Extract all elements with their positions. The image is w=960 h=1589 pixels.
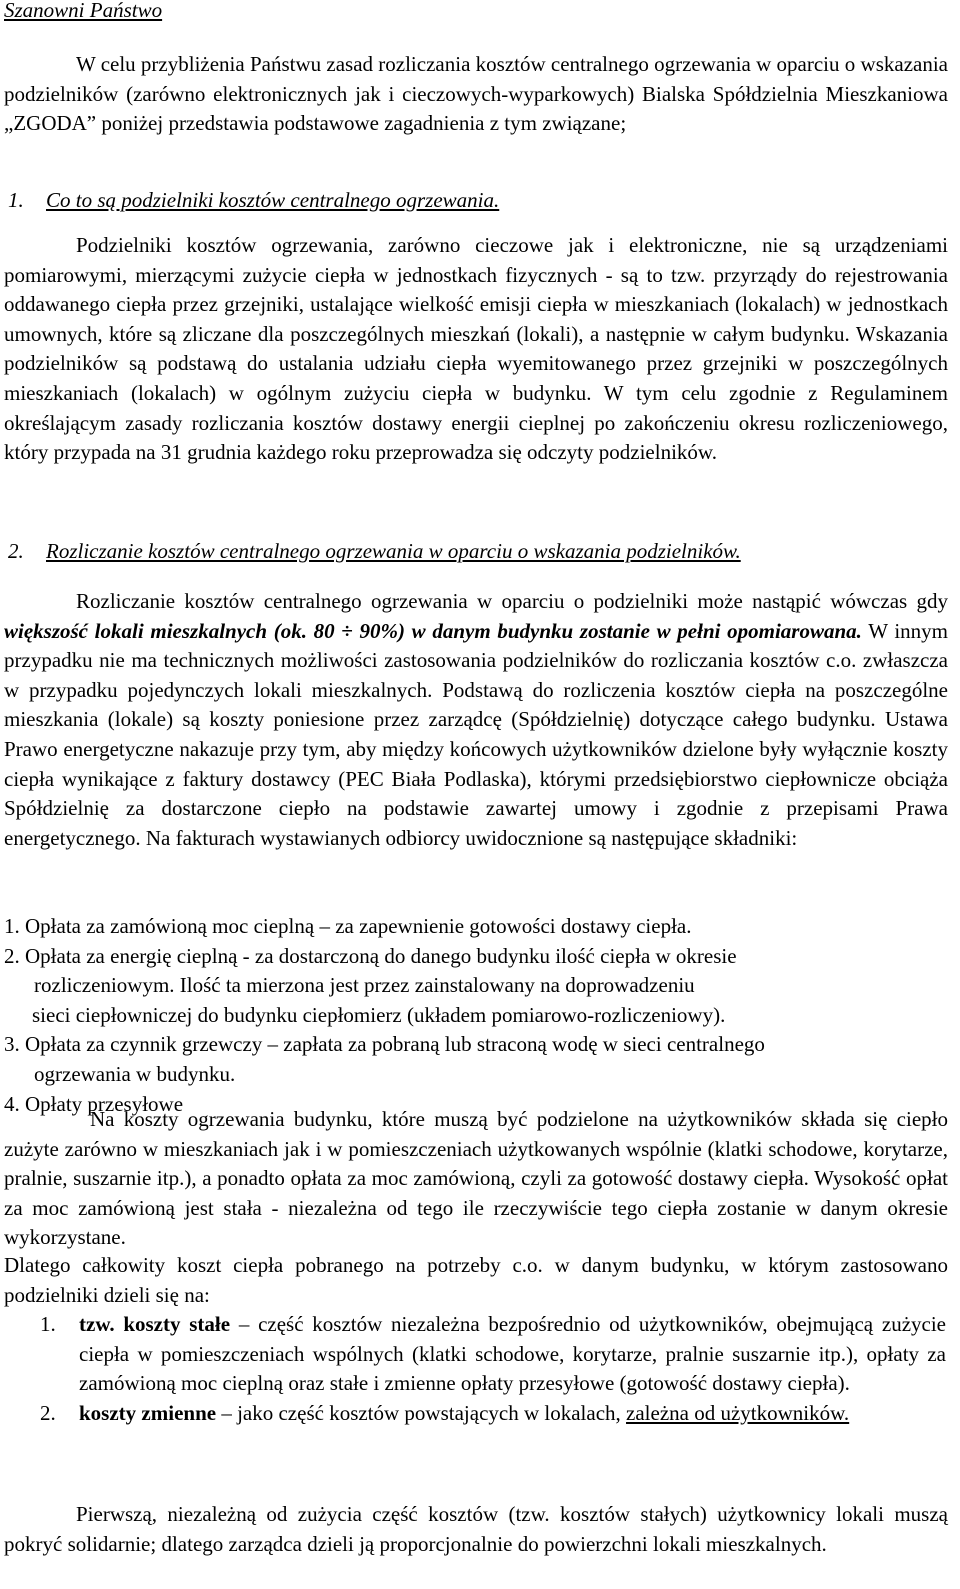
- cost-types-list: [4, 1310, 946, 1428]
- section-2-body-a: Rozliczanie kosztów centralnego ogrzewania w oparciu o podzielniki może nastąpić wówczas gdy: [76, 589, 948, 613]
- section-2-heading: [8, 537, 741, 566]
- component-3-cont-1: ogrzewania w budynku.: [34, 1061, 236, 1086]
- section-2-title: Rozliczanie kosztów centralnego ogrzewania w oparciu o wskazania podzielników.: [46, 539, 741, 563]
- cost-type-2-underlined: zależna od użytkowników.: [626, 1400, 850, 1425]
- section-1-body: Podzielniki kosztów ogrzewania, zarówno cieczowe jak i elektroniczne, nie są urządzeniami pomiarowymi, mierzącymi zużycie ciepła w jednostkach fizycznych - są to tzw. przyrządy do rejestrowania oddawanego ciepła przez grzejniki, ustalające wielkość emisji ciepła w mieszkaniach (lokalach) w jednostkach umownych, które są zliczane dla poszczególnych mieszkań (lokali), a następnie w całym budynku. Wskazania podzielników są podstawą do ustalania udziału ciepła wyemitowanego przez grzejniki w poszczególnych mieszkaniach (lokalach) w ogólnym zużyciu ciepła w budynku. W tym celu zgodnie z Regulaminem określającym zasady rozliczania kosztów dostawy energii cieplnej po zakończeniu okresu rozliczeniowego, który przypada na 31 grudnia każdego roku przeprowadza się odczyty podzielników.: [4, 233, 948, 465]
- closing-paragraph: Pierwszą, niezależną od zużycia część kosztów (tzw. kosztów stałych) użytkownicy lokali muszą pokryć solidarnie; dlatego zarządca dzieli ją proporcjonalnie do powierzchni lokali mieszkalnych.: [4, 1502, 948, 1556]
- component-3: 3. Opłata za czynnik grzewczy – zapłata za pobraną lub straconą wodę w sieci centralnego: [4, 1032, 765, 1057]
- invoice-components-list: [4, 912, 946, 1119]
- section-1-heading: [8, 186, 499, 215]
- cost-type-1-term: tzw. koszty stałe: [79, 1312, 231, 1336]
- cost-type-2-number: 2.: [40, 1400, 56, 1425]
- section-2-body-b: W innym przypadku nie ma technicznych możliwości zastosowania podzielników do rozliczania kosztów c.o. zwłaszcza w przypadku pojedynczych lokali mieszkalnych. Podstawą do rozliczenia kosztów ciepła na poszczególne mieszkania (lokale) są koszty poniesione przez zarządcę (Spółdzielnię) dotyczące całego budynku. Ustawa Prawo energetyczne nakazuje przy tym, aby między końcowych użytkowników dzielone były wyłącznie koszty ciepła wynikające z faktury dostawcy (PEC Biała Podlaska), którymi przedsiębiorstwo ciepłownicze obciąża Spółdzielnię za dostarczone ciepło na podstawie zawartej umowy i zgodnie z przepisami Prawa energetycznego. Na fakturach wystawianych odbiorcy uwidocznione są następujące składniki:: [4, 618, 949, 850]
- section-1-number: 1.: [8, 188, 24, 212]
- cost-type-2-body: [79, 1399, 946, 1429]
- salutation: Szanowni Państwo: [4, 0, 163, 22]
- cost-type-2-text: – jako część kosztów powstających w lokalach,: [216, 1400, 627, 1425]
- total-split-paragraph: Dlatego całkowity koszt ciepła pobranego na potrzeby c.o. w danym budynku, w którym zastosowano podzielniki dzieli się na:: [4, 1253, 948, 1307]
- cost-type-2: [4, 1399, 946, 1429]
- section-2-body: [4, 587, 948, 853]
- section-2-emphasis: większość lokali mieszkalnych (ok. 80 ÷ 90%) w danym budynku zostanie w pełni opomiarowana.: [4, 618, 862, 643]
- cost-type-1-text: – część kosztów niezależna bezpośrednio od użytkowników, obejmującą zużycie ciepła w pomieszczeniach wspólnych (klatki schodowe, korytarze, pralnie suszarnie itp.), opłaty za zamówioną moc cieplną oraz stałe i zmienne opłaty przesyłowe (gotowość dostawy ciepła).: [79, 1312, 946, 1396]
- cost-type-1-body: [79, 1310, 946, 1399]
- intro-paragraph: W celu przybliżenia Państwu zasad rozliczania kosztów centralnego ogrzewania w oparciu o wskazania podzielników (zarówno elektronicznych jak i cieczowych-wyparkowych) Bialska Spółdzielnia Mieszkaniowa „ZGODA” poniżej przedstawia podstawowe zagadnienia z tym związane;: [4, 52, 948, 136]
- section-2-number: 2.: [8, 539, 24, 563]
- cost-type-2-term: koszty zmienne: [79, 1400, 217, 1425]
- distribution-paragraph: Na koszty ogrzewania budynku, które muszą być podzielone na użytkowników składa się ciepło zużyte zarówno w mieszkaniach jak i w pomieszczeniach użytkowanych wspólnie (klatki schodowe, korytarze, pralnie, suszarnie itp.), a ponadto opłata za moc zamówioną, czyli za gotowość dostawy ciepła. Wysokość opłat za moc zamówioną jest stała - niezależna od tego ile rzeczywiście tego ciepła zostanie w danym okresie wykorzystane.: [4, 1107, 948, 1250]
- cost-type-1: [4, 1310, 946, 1399]
- component-2-cont-2: sieci ciepłowniczej do budynku ciepłomierz (układem pomiarowo-rozliczeniowy).: [32, 1002, 726, 1027]
- component-2: 2. Opłata za energię cieplną - za dostarczoną do danego budynku ilość ciepła w okresie: [4, 943, 737, 968]
- component-4: 4. Opłaty przesyłowe: [4, 1091, 184, 1116]
- component-2-cont-1: rozliczeniowym. Ilość ta mierzona jest przez zainstalowany na doprowadzeniu: [34, 973, 695, 998]
- cost-type-1-number: 1.: [40, 1312, 56, 1336]
- component-1: 1. Opłata za zamówioną moc cieplną – za zapewnienie gotowości dostawy ciepła.: [4, 914, 692, 938]
- section-1-title: Co to są podzielniki kosztów centralnego ogrzewania.: [46, 188, 500, 212]
